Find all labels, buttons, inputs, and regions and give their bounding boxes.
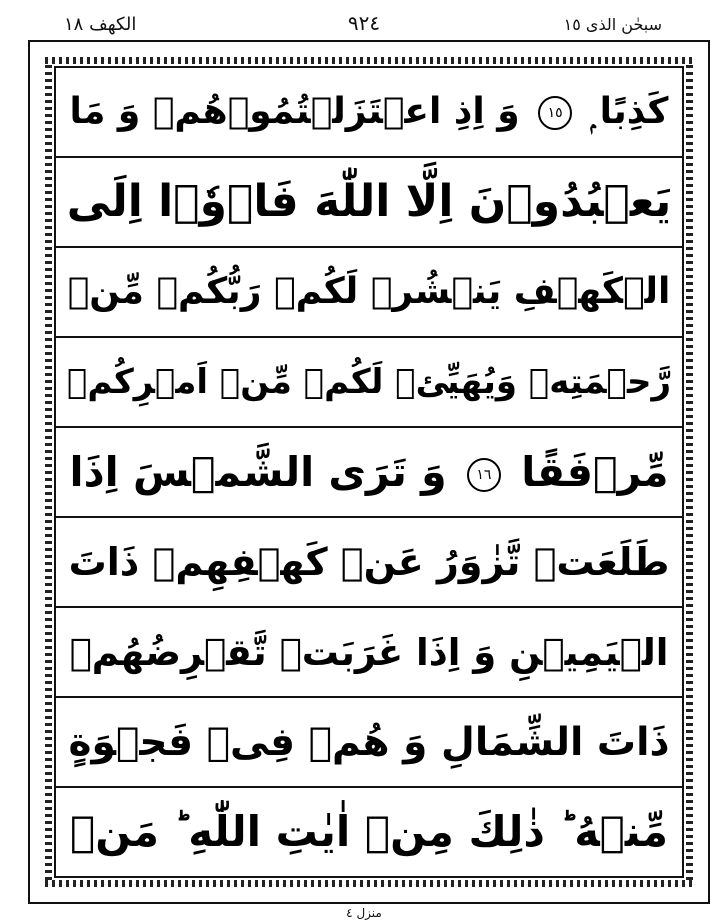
verse-text (66, 362, 672, 402)
verse-segment: وَ اِذِ اعۡتَزَلۡتُمُوۡهُمۡ وَ مَا (69, 91, 533, 132)
verse-segment: طَلَعَتۡ تَّزٰوَرُ عَنۡ كَهۡفِهِمۡ ذَاتَ (68, 540, 670, 584)
verse-text (66, 176, 672, 227)
verse-segment: رَّحۡمَتِهٖ وَيُهَيِّئۡ لَكُمۡ مِّنۡ اَمۡرِكُمۡ (66, 362, 672, 402)
verse-text (69, 447, 669, 496)
verse-line (56, 68, 682, 158)
page-frame (28, 40, 710, 904)
page-number: ٩٢٤ (347, 11, 381, 35)
ayah-number-marker: ١٦ (467, 458, 501, 492)
verse-text (69, 630, 669, 674)
text-box (54, 66, 684, 878)
verse-line (56, 338, 682, 428)
verse-line (56, 428, 682, 518)
verse-segment: يَعۡبُدُوۡنَ اِلَّا اللّٰهَ فَاۡوٗۤا اِلَى (66, 176, 672, 227)
verse-text (68, 719, 670, 765)
manzil-label: منزل ٤ (346, 906, 382, 920)
page-header (0, 0, 728, 42)
verse-text (67, 271, 671, 312)
verse-line (56, 608, 682, 698)
verse-segment: وَ تَرَى الشَّمۡسَ اِذَا (69, 447, 461, 496)
verse-segment: مِّنۡهُ ؕ ذٰلِكَ مِنۡ اٰيٰتِ اللّٰهِ ؕ مَنۡ (69, 807, 669, 856)
verse-segment: ذَاتَ الشِّمَالِ وَ هُمۡ فِىۡ فَجۡوَةٍ (68, 719, 670, 765)
juz-name: سبحٰن الذی ١٥ (563, 15, 662, 34)
verse-line (56, 518, 682, 608)
verse-segment: الۡيَمِيۡنِ وَ اِذَا غَرَبَتۡ تَّقۡرِضُهُمۡ (69, 630, 669, 674)
verse-line (56, 248, 682, 338)
verse-lines (56, 68, 682, 876)
surah-name: الکھف ١٨ (64, 14, 137, 35)
verse-line (56, 158, 682, 248)
verse-segment: کَذِبًا ۭ (578, 91, 669, 132)
verse-segment: مِّرۡفَقًا (506, 447, 669, 496)
verse-text (69, 91, 669, 132)
ayah-number-marker: ١٥ (538, 96, 572, 130)
verse-segment: الۡكَهۡفِ يَنۡشُرۡ لَكُمۡ رَبُّكُمۡ مِّنۡ (67, 271, 671, 312)
verse-text (68, 540, 670, 584)
verse-line (56, 698, 682, 788)
verse-line (56, 788, 682, 876)
verse-text (69, 807, 669, 856)
